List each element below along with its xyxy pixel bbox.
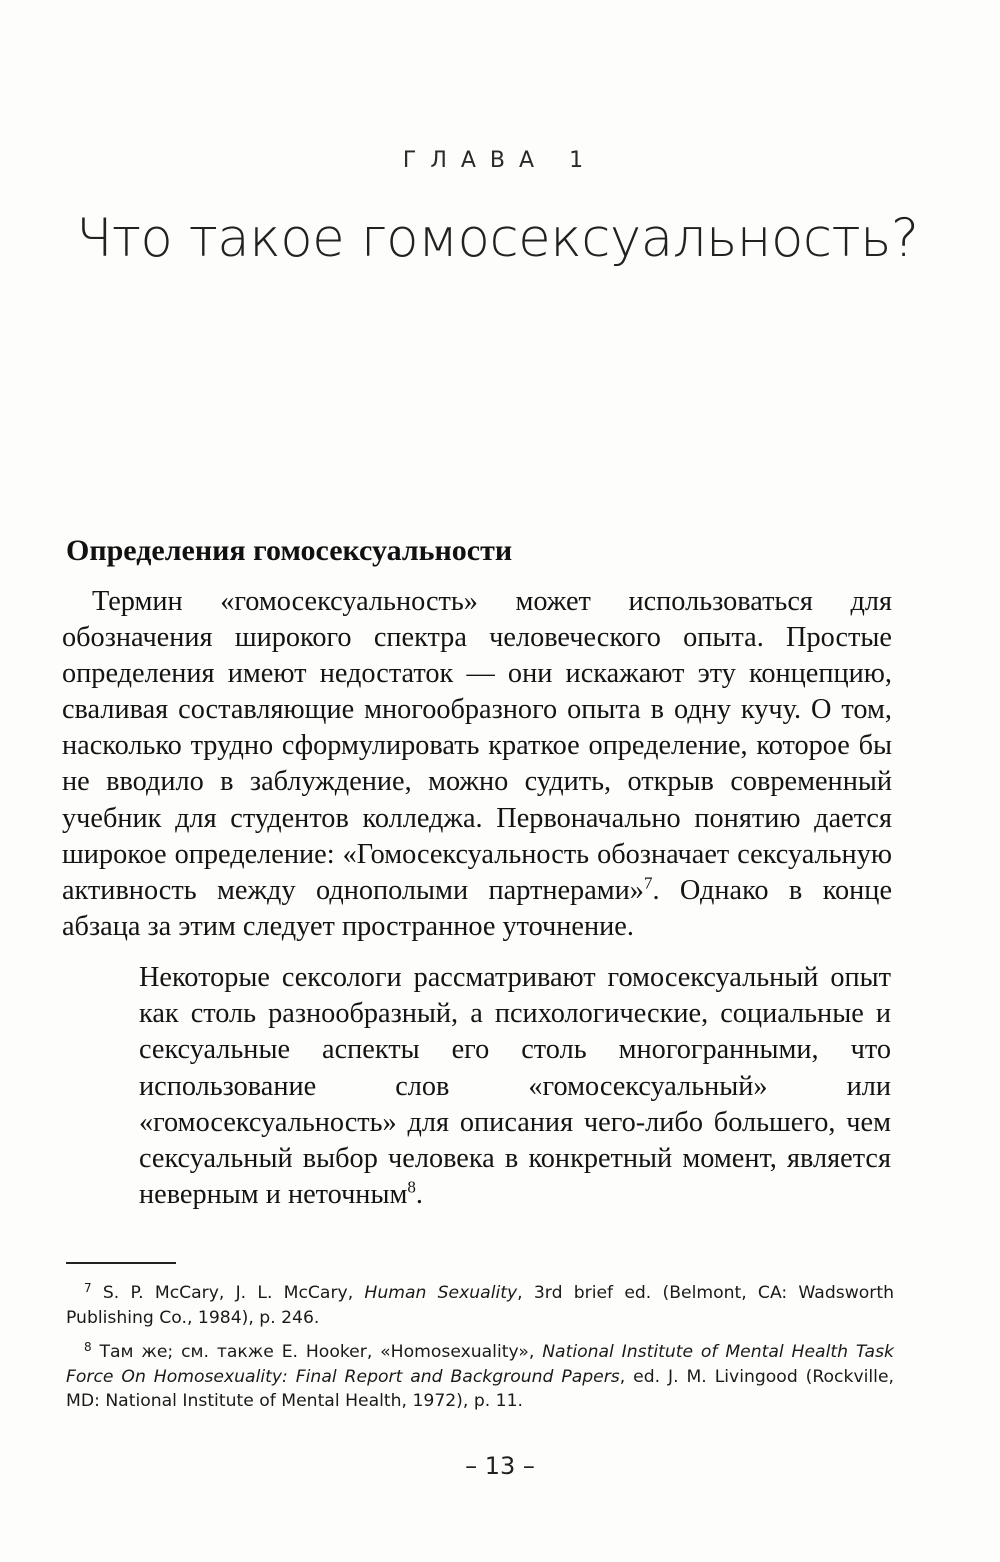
body-paragraph — [62, 584, 892, 945]
footnote-rest: , ed. J. M. Livingood (Rockville, MD: National Institute of Mental Health, 1972), p. 11. — [66, 1366, 894, 1411]
paragraph-text: Термин «гомосексуальность» может использоваться для обозначения широкого спектра человеческого опыта. Простые определения имеют недостаток — они искажают эту концепцию, сваливая составляющие многообразного опыта в одну кучу. О том, насколько трудно сформулировать краткое определение, которое бы не вводило в заблуждение, можно судить, открыв современный учебник для студентов колледжа. Первоначально понятию дается широкое определение: «Гомосексуальность обозначает сексуальную активность между однополыми партнерами» — [62, 586, 892, 906]
footnote-authors: S. P. McCary, J. L. McCary, — [102, 1283, 365, 1303]
footnote-ref-8: 8 — [407, 1177, 416, 1197]
footnote-number: 8 — [84, 1340, 92, 1354]
footnote-ref-7: 7 — [643, 873, 653, 893]
block-quote — [139, 960, 891, 1213]
section-heading: Определения гомосексуальности — [66, 534, 513, 567]
quote-end: . — [415, 1179, 423, 1211]
footnote-title: Human Sexuality — [364, 1283, 518, 1303]
paragraph-text-end: . Однако в конце абзаца за этим следует пространное уточнение. — [62, 874, 892, 942]
footnote-rest: , 3rd brief ed. (Belmont, CA: Wadsworth Publishing Co., 1984), p. 246. — [66, 1283, 894, 1328]
footnotes — [66, 1276, 894, 1419]
footnote-8 — [66, 1335, 894, 1414]
footnote-divider — [66, 1262, 176, 1264]
footnote-7 — [66, 1276, 894, 1330]
footnote-authors: Там же; см. также E. Hooker, «Homosexuality», — [99, 1342, 543, 1362]
footnote-number: 7 — [84, 1281, 92, 1295]
chapter-title: Что такое гомосексуальность? — [76, 208, 919, 269]
footnote-title: National Institute of Mental Health Task Force On Homosexuality: Final Report and Background Papers — [66, 1342, 894, 1387]
chapter-label: ГЛАВА 1 — [402, 148, 598, 173]
quote-text: Некоторые сексологи рассматривают гомосексуальный опыт как столь разнообразный, а психологические, социальные и сексуальные аспекты его столь многогранными, что использование слов «гомосексуальный» или «гомосексуальность» для описания чего-либо большего, чем сексуальный выбор человека в конкретный момент, является неверным и неточным — [139, 962, 891, 1211]
page-number: – 13 – — [465, 1452, 535, 1480]
